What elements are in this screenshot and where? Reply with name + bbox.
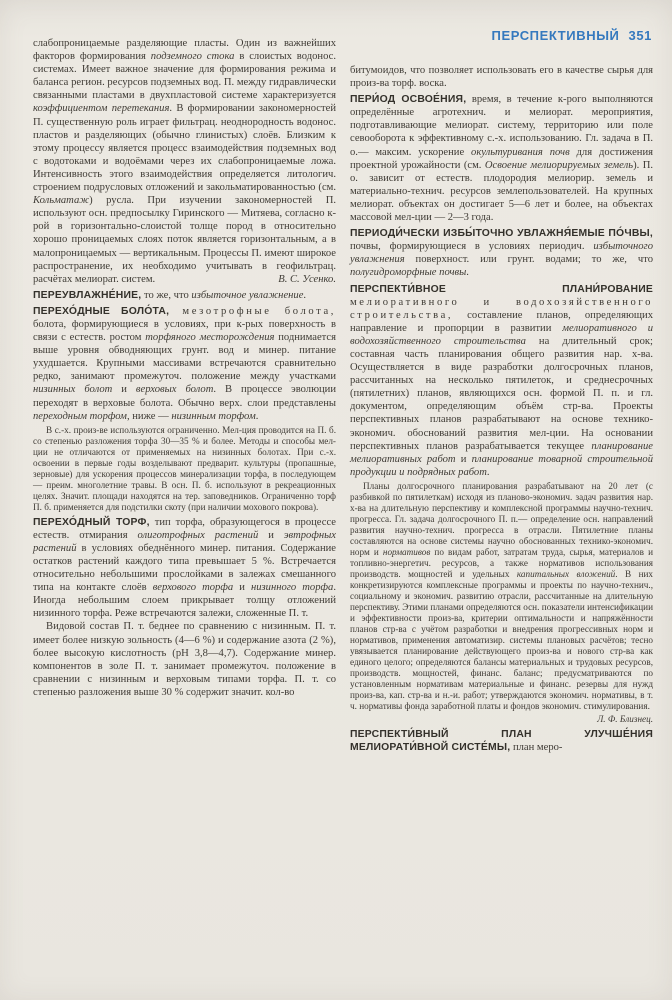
text-segment: ). П. о. зависит от естеств. плодородия мелиорир. земель и материально-технич. ресурсов землепользователей. На крупных мелиорат. объектах он достигает 5—6 лет и более, на объектах массовой мел-ции — 2—3 года.: [350, 159, 654, 224]
letterspaced-term: мелиоративного и водохозяйственного строительства,: [350, 296, 653, 321]
small-print-perekhodnye-bolota: [33, 425, 336, 513]
italic-term: избыточное увлажнение: [191, 289, 304, 301]
author-signature-bliznets: [350, 714, 653, 725]
text-segment: , ниже —: [126, 410, 172, 422]
text-segment: и: [112, 384, 136, 396]
italic-term: мелиоративного и водохозяйственного строительства: [350, 322, 654, 347]
text-segment: ) русла. При изучении закономерностей П. используют осн. предпосылку Гиринского — Митяева, согласно к-рой в горизонтально-слоистой толще пород в относительно хорошо проницаемых слоях поток является горизонтальным, а в малопроницаемых — вертикальным. Процессы П. имеют широкое распространение, их необходимо учитывать в геофильтрац. расчётах мелиорат. систем.: [33, 195, 336, 285]
text-segment: план меро-: [510, 742, 563, 753]
italic-term: переходным торфом: [33, 410, 127, 422]
text-segment: тип торфа, образующегося в процессе естеств. отмирания: [33, 516, 336, 541]
italic-term: коэффициентом перетекания: [33, 103, 170, 115]
text-segment: по видам работ, затратам труда, сырья, материалов и топливно-энергетич. ресурсов, а также нормативов использования производств. мощностей и удельных: [350, 546, 653, 579]
italic-term: Освоение мелиорируемых земель: [484, 159, 634, 171]
letterspaced-term: мезотрофные болота,: [169, 305, 337, 317]
column-right: [350, 28, 653, 754]
entry-perspektivny-plan-uluchsheniya: [350, 728, 653, 754]
text-segment: то же, что: [141, 289, 192, 301]
text-segment: Видовой состав П. т. беднее по сравнению с низинным. П. т. имеет более низкую зольность (4—6 %) и содержание азота (2 %), более высокую кислотность (рН 3,8—4,7). Содержание минер. компонентов в золе П. т. занимает промежуточ. положение в сравнении с низинным и верховым типами торфа. П. т. со степенью разложения выше 30 % содержит значит. кол-во: [33, 621, 336, 698]
continuation-paragraph-bitumoidy: [350, 64, 653, 90]
italic-term: Л. Ф. Близнец.: [597, 713, 653, 724]
text-segment: .: [466, 267, 469, 279]
entry-periodicheski-izbytochno-uvlazhnyaemye-pochvy: [350, 227, 653, 279]
text-segment: и: [258, 529, 284, 541]
two-column-layout: [33, 28, 653, 754]
text-segment: .: [486, 466, 490, 478]
text-segment: поднимается выше уровня обводняющих грунт. вод и минер. питание ухудшается. Крупными массивами встречаются сравнительно редко, занимают промежуточ. положение между участками: [33, 332, 336, 383]
italic-term: торфяного месторождения: [145, 332, 275, 344]
italic-term: планирование мелиоративных работ: [350, 440, 653, 465]
author-signature: В. С. Усенко.: [278, 273, 336, 285]
text-segment: время, в течение к-рого выполняются определённые агротехнич. и мелиорат. мероприятия, подготавливающие мелиорат. систему, территорию или поле севооборота к эффективному с.-х. использованию. Гл. задача в П. о.— максим. ускорение: [350, 94, 653, 158]
italic-term: эвтрофных растений: [33, 529, 336, 554]
text-segment: в условиях обеднённого минер. питания. Содержание остатков растений каждого типа превышает 5 %. Встречается относительно небольшими прослойками в залежах смешанного типа на контакте слоёв: [33, 542, 336, 594]
entry-perekhodnye-bolota: [33, 305, 336, 423]
headword: ПЕРЕХО́ДНЫЕ БОЛО́ТА,: [33, 305, 170, 317]
italic-term: подземного стока: [150, 51, 235, 63]
text-segment: . В процессе эволюции переходят в верховые болота. Обычно верх. слои представлены: [33, 384, 337, 409]
text-segment: на длительный срок; составная часть планирования общего развития нар. х-ва. Осуществляется в виде разработки долгосрочных планов, рассчитанных на несколько пятилеток, и среднесрочных (пятилетних) планов, являющихся осн. формой П. п. и гл. документом, определяющим объём стр-ва. Проекты перспективных планов разрабатывают на основе технико-экономич. обоснований развития мел-ции. На основании перспективных планов разрабатывается текущее: [350, 335, 653, 452]
entry-perspektivnoe-planirovanie: [350, 283, 653, 479]
italic-term: верховых болот: [135, 384, 214, 396]
headword: ПЕРЕХО́ДНЫЙ ТОРФ,: [33, 516, 150, 528]
italic-term: Кольматаж: [33, 195, 90, 207]
text-segment: . В них конкретизируются комплексные программы и проекты по научно-технич., социальному и экономич. развитию отрасли, рассчитанные на длительную перспективу. Этими планами определяются осн. показатели интенсификации и эффективности произ-ва, критерии оптимальности и напряжённости планов стр-ва с учётом разработки и внедрения прогрессивных норм и нормативов, применения автоматизир. системы плановых расчётов; тесно увязывается планирование действующего произ-ва и нового стр-ва как единого целого; определяются балансы материальных и трудовых ресурсов, производств. мощностей, финанс. баланс; предусматриваются по установленным нормативам материальные и финанс. резервы для нужд произ-ва, кап. стр-ва и н.-и. работ; утверждаются экономич. нормативы, в т. ч. нормативы фонда заработной платы и фондов экономич. стимулирования.: [350, 568, 653, 711]
text-segment: болота, формирующиеся в условиях, при к-рых поверхность в связи с естеств. ростом: [33, 318, 336, 344]
page-number: 351: [628, 28, 652, 43]
headword: ПЕРСПЕКТИ́ВНОЕ ПЛАНИ́РОВАНИЕ: [350, 283, 653, 295]
text-segment: Планы долгосрочного планирования разрабатывают на 20 лет (с разбивкой по пятилеткам) исходя из планово-экономич. задач развития нар. х-ва на длительную перспективу и комплексной программы научно-технич. прогресса. Гл. задача долгосрочного П. п.— определение осн. направлений развития научно-технич. прогресса в отрасли. Пятилетние планы составляются на основе системы научно обоснованных технико-экономич. норм и: [350, 480, 653, 557]
text-segment: составление планов, определяющих направление и пропорции в развитии: [350, 309, 653, 334]
italic-term: нормативов: [382, 546, 431, 557]
column-left: [33, 28, 336, 754]
text-segment: . Иногда небольшим слоем прикрывает толщу отложений низинного торфа. Реже встречаются залежи, сложенные П. т.: [33, 582, 336, 620]
italic-term: олиготрофных растений: [137, 529, 259, 541]
small-print-perspektivnoe-planirovanie: [350, 481, 653, 712]
headword: ПЕРИ́ОД ОСВОЕ́НИЯ,: [350, 94, 467, 106]
headword: ПЕРСПЕКТИ́ВНЫЙ ПЛАН УЛУЧШЕ́НИЯ МЕЛИОРАТИ́ВНОЙ СИСТЕ́МЫ,: [350, 728, 653, 753]
running-head: [350, 28, 652, 43]
italic-term: капитальных вложений: [516, 568, 616, 579]
text-segment: В с.-х. произ-ве используются ограниченно. Мел-ция проводится на П. б. со степенью разложения торфа 30—35 % и более. Методы и способы мел-ции не отличаются от применяемых на низинных болотах. При с.-х. освоении в первые годы возделывают предварит. культуры (пропашные, зерновые) для ускорения процессов минерализации торфа, в последующем — преим. многолетние травы. В осн. П. б. используют в рекреационных целях. Значит. площади находятся на тер. заповедников. Ограниченно торф П. б. применяется для подстилки скоту (при наличии мохового покрова).: [33, 424, 336, 512]
entry-period-osvoeniya: [350, 93, 653, 224]
paragraph-vidovoy-sostav: [33, 620, 336, 699]
italic-term: планирование товарной строительной продукции и подрядных работ: [350, 453, 654, 478]
text-segment: .: [303, 289, 307, 301]
italic-term: низинного торфа: [250, 582, 334, 594]
italic-term: избыточного увлажнения: [350, 241, 653, 266]
italic-term: окультуривания почв: [471, 146, 570, 158]
text-segment: поверхност. или грунт. водами; то же, что: [404, 254, 653, 266]
headword: ПЕРИОДИ́ЧЕСКИ ИЗБЫ́ТОЧНО УВЛАЖНЯ́ЕМЫЕ ПО́ЧВЫ,: [350, 228, 653, 240]
text-segment: и: [233, 582, 251, 594]
continuation-paragraph-peretekanie: [33, 37, 336, 286]
italic-term: низинных болот: [33, 384, 113, 396]
text-segment: .: [255, 410, 259, 422]
text-segment: для достижения проектной урожайности (см.: [350, 146, 653, 171]
text-segment: и: [455, 453, 472, 465]
text-segment: битумоидов, что позволяет использовать его в качестве сырья для произ-ва торф. воска.: [350, 65, 653, 90]
headword: ПЕРЕУВЛАЖНЕ́НИЕ,: [33, 289, 142, 301]
italic-term: низинным торфом: [171, 410, 256, 422]
text-segment: слабопроницаемые разделяющие пласты. Один из важнейших факторов формирования: [33, 38, 336, 63]
italic-term: верхового торфа: [152, 582, 234, 594]
entry-pereuvlazhnenie: [33, 289, 336, 302]
text-segment: . В формировании закономерностей П. существенную роль играет фильтрац. неоднородность водонос. пластов и разделяющих (обычно глинистых) слоёв. Близким к этому процессу является процесс взаимодействия подземных вод с водотоками и водоёмами через их слабопроницаемые ложа. Интенсивность этого взаимодействия определяется литологич. строением подрусловых отложений и закольматированностью (см.: [33, 103, 336, 194]
text-segment: в слоистых водонос. системах. Имеет важное значение для формирования режима и баланса регион. ресурсов подземных вод. П. между гидравлически связанными пластами в двухпластовой системе характеризуется: [33, 51, 336, 102]
text-segment: почвы, формирующиеся в условиях периодич.: [350, 241, 594, 253]
italic-term: полугидроморфные почвы: [350, 267, 467, 279]
entry-perekhodny-torf: [33, 516, 336, 621]
running-head-word: ПЕРСПЕКТИВНЫЙ: [491, 28, 620, 43]
